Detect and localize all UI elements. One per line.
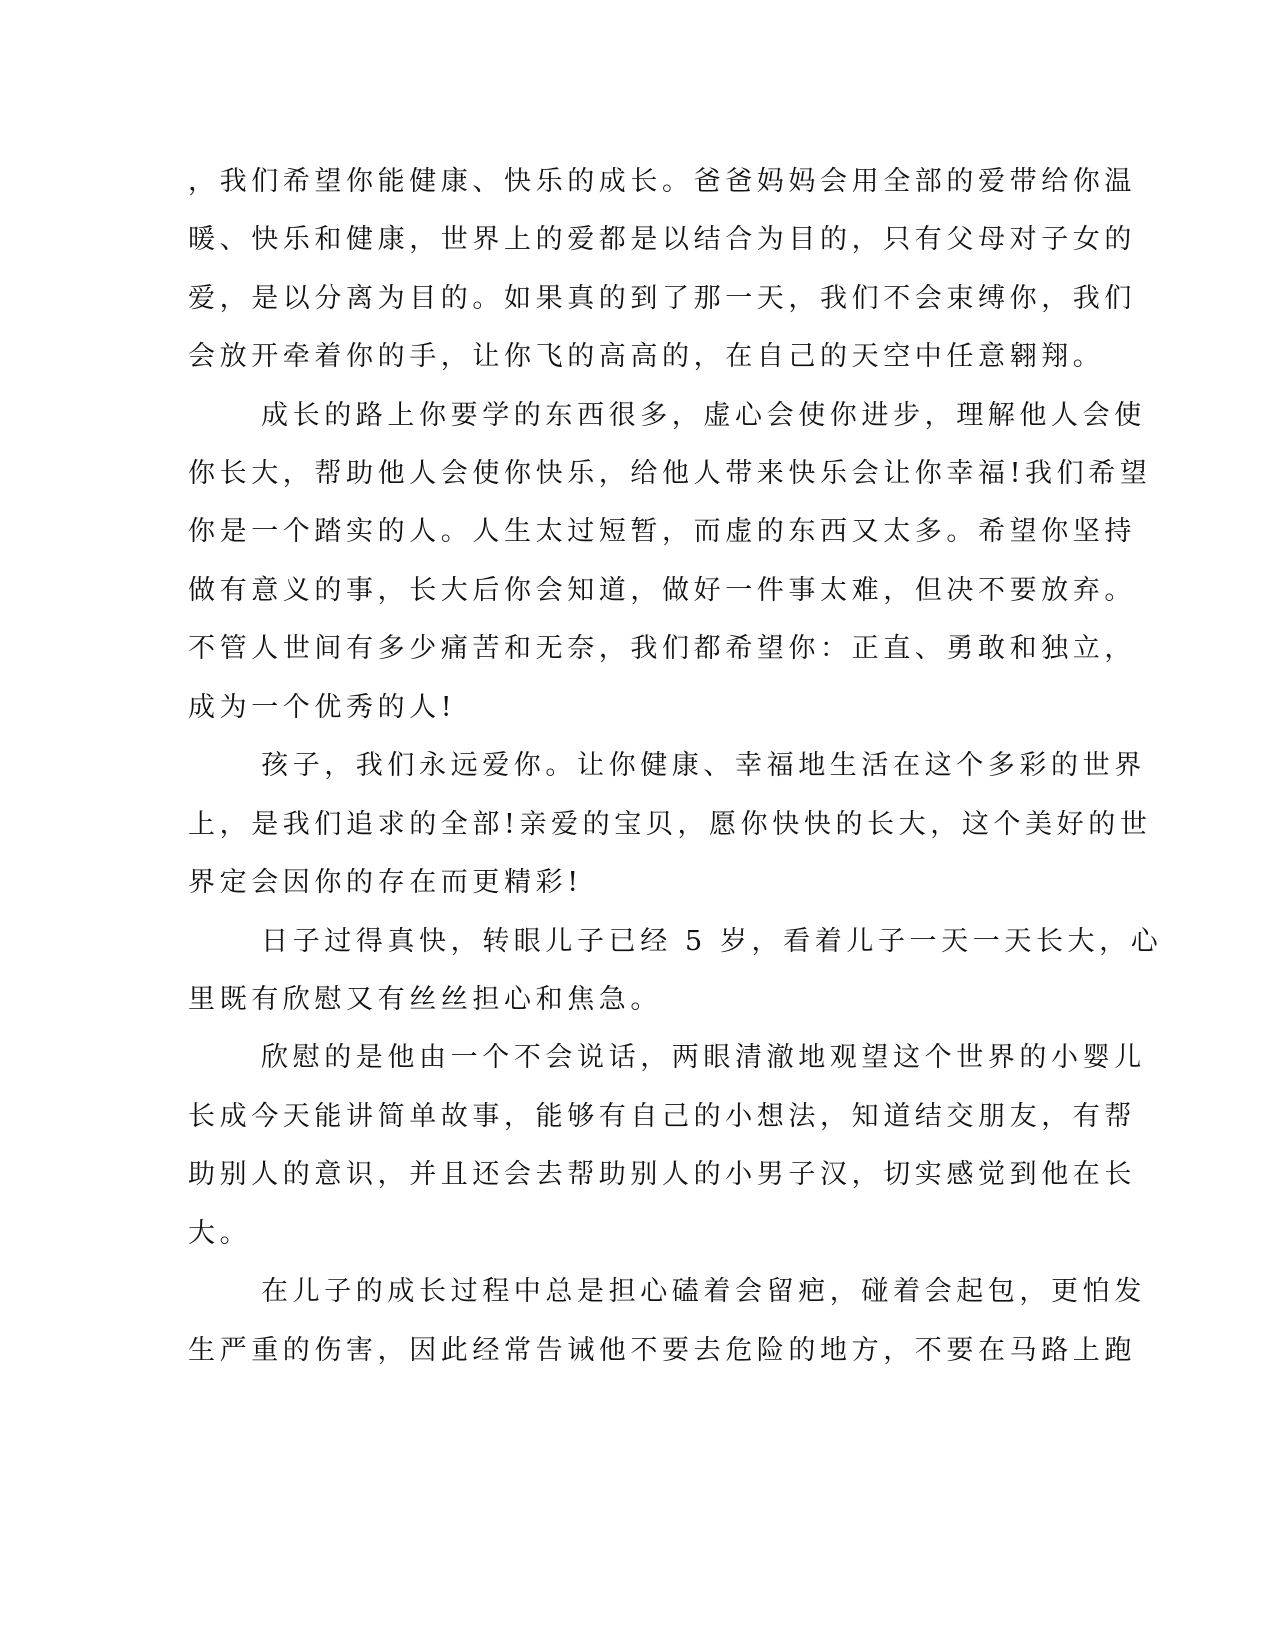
text-line: 会放开牵着你的手，让你飞的高高的，在自己的天空中任意翱翔。 xyxy=(188,341,1105,372)
paragraph-first-line: 孩子，我们永远爱你。让你健康、幸福地生活在这个多彩的世界 xyxy=(261,750,1146,781)
text-line: 做有意义的事，长大后你会知道，做好一件事太难，但决不要放弃。 xyxy=(188,575,1136,606)
text-line: 暖、快乐和健康，世界上的爱都是以结合为目的，只有父母对子女的 xyxy=(188,224,1136,255)
paragraph-first-line: 日子过得真快，转眼儿子已经 5 岁，看着儿子一天一天长大，心 xyxy=(261,926,1163,957)
text-line: 里既有欣慰又有丝丝担心和焦急。 xyxy=(188,984,662,1015)
text-line: 不管人世间有多少痛苦和无奈，我们都希望你：正直、勇敢和独立， xyxy=(188,633,1136,664)
text-line: 成为一个优秀的人! xyxy=(188,692,457,723)
paragraph-first-line: 在儿子的成长过程中总是担心磕着会留疤，碰着会起包，更怕发 xyxy=(261,1276,1146,1307)
text-line: 界定会因你的存在而更精彩! xyxy=(188,867,583,898)
text-line: ，我们希望你能健康、快乐的成长。爸爸妈妈会用全部的爱带给你温 xyxy=(188,166,1136,197)
paragraph-first-line: 欣慰的是他由一个不会说话，两眼清澈地观望这个世界的小婴儿 xyxy=(261,1042,1146,1073)
text-line: 爱，是以分离为目的。如果真的到了那一天，我们不会束缚你，我们 xyxy=(188,283,1136,314)
text-line: 你是一个踏实的人。人生太过短暂，而虚的东西又太多。希望你坚持 xyxy=(188,516,1136,547)
text-line: 长成今天能讲简单故事，能够有自己的小想法，知道结交朋友，有帮 xyxy=(188,1101,1136,1132)
text-line: 大。 xyxy=(188,1218,252,1249)
text-line: 你长大，帮助他人会使你快乐，给他人带来快乐会让你幸福!我们希望 xyxy=(188,458,1152,489)
text-line: 生严重的伤害，因此经常告诫他不要去危险的地方，不要在马路上跑 xyxy=(188,1335,1136,1366)
text-line: 助别人的意识，并且还会去帮助别人的小男子汉，切实感觉到他在长 xyxy=(188,1159,1136,1190)
text-line: 上，是我们追求的全部!亲爱的宝贝，愿你快快的长大，这个美好的世 xyxy=(188,809,1152,840)
paragraph-first-line: 成长的路上你要学的东西很多，虚心会使你进步，理解他人会使 xyxy=(261,400,1146,431)
